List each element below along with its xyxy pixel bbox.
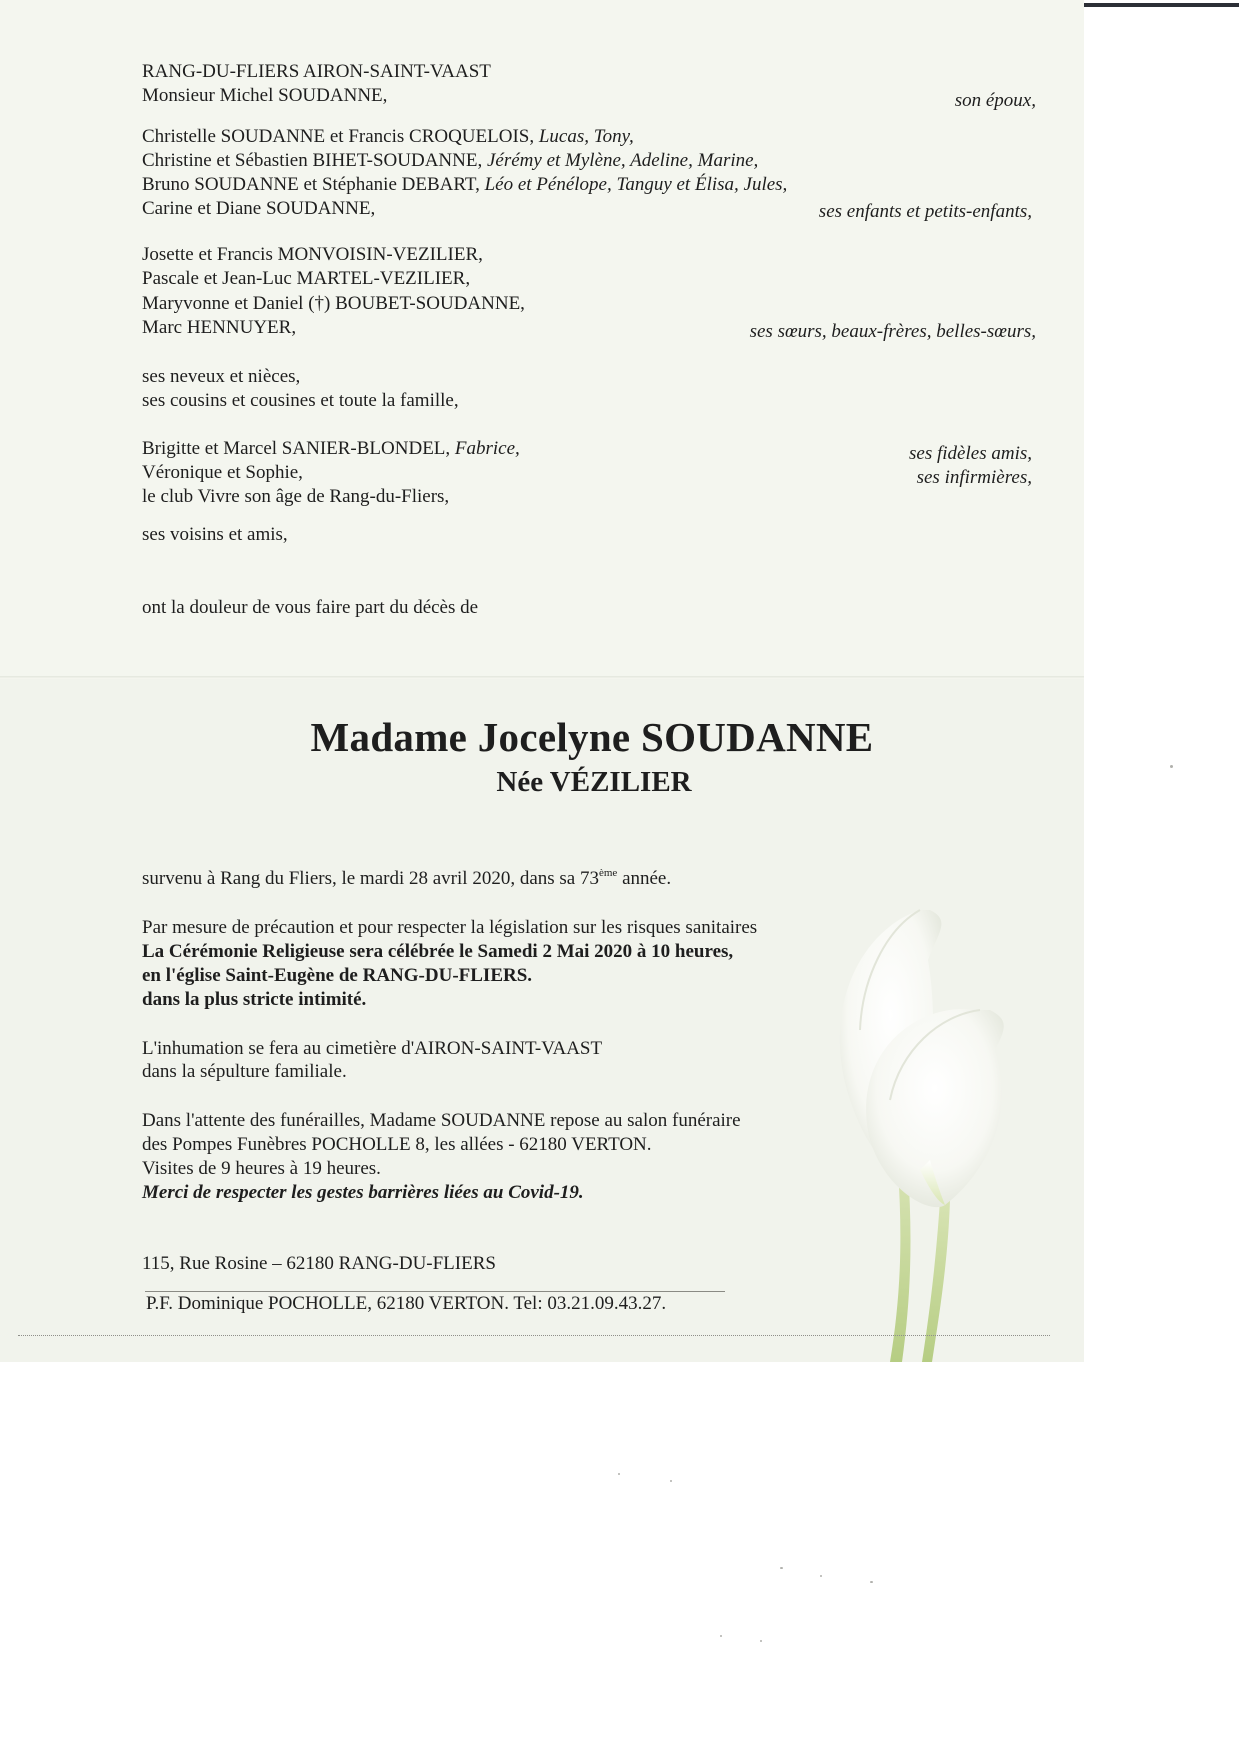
grandchildren-names: Jérémy et Mylène, Adeline, Marine, xyxy=(486,150,759,171)
grandchildren-names: Léo et Pénélope, Tanguy et Élisa, Jules, xyxy=(484,174,788,195)
calla-lily-icon xyxy=(790,870,1060,1362)
place-header: RANG-DU-FLIERS AIRON-SAINT-VAAST xyxy=(142,61,491,82)
burial-line-2: dans la sépulture familiale. xyxy=(142,1061,347,1082)
husband-name: Monsieur Michel SOUDANNE, xyxy=(142,85,388,106)
funeral-home-line: P.F. Dominique POCHOLLE, 62180 VERTON. Tel: 03.21.09.43.27. xyxy=(146,1293,667,1314)
deceased-name: Madame Jocelyne SOUDANNE xyxy=(310,714,874,760)
child-line-2 xyxy=(142,149,758,172)
child-line-3 xyxy=(142,173,787,196)
scan-speck xyxy=(720,1635,722,1637)
sibling-line-3: Maryvonne et Daniel (†) BOUBET-SOUDANNE, xyxy=(142,293,525,314)
neighbors-line: ses voisins et amis, xyxy=(142,524,288,545)
scan-edge-line xyxy=(1084,3,1239,7)
extended-line-1: ses neveux et nièces, xyxy=(142,366,301,387)
maiden-name: Née VÉZILIER xyxy=(496,766,692,798)
ceremony-line-2: en l'église Saint-Eugène de RANG-DU-FLIERS. xyxy=(142,965,533,986)
burial-line-1: L'inhumation se fera au cimetière d'AIRON-SAINT-VAAST xyxy=(142,1038,603,1059)
announcement-line: ont la douleur de vous faire part du décès de xyxy=(142,597,479,618)
friends-relation: ses fidèles amis, xyxy=(909,443,1032,464)
scan-speck xyxy=(780,1567,783,1569)
friends-line-1 xyxy=(142,437,520,460)
ceremony-line-1: La Cérémonie Religieuse sera célébrée le Samedi 2 Mai 2020 à 10 heures, xyxy=(142,941,734,962)
extended-line-2: ses cousins et cousines et toute la famille, xyxy=(142,390,459,411)
covid-note: Merci de respecter les gestes barrières liées au Covid-19. xyxy=(142,1182,584,1203)
friends-child-name: Fabrice, xyxy=(454,438,520,459)
funeral-home-rule xyxy=(145,1291,725,1292)
death-text-end: année. xyxy=(617,868,672,889)
sibling-line-2: Pascale et Jean-Luc MARTEL-VEZILIER, xyxy=(142,268,471,289)
scan-speck xyxy=(1170,765,1173,768)
scan-speck xyxy=(670,1480,672,1482)
ordinal-suffix: ème xyxy=(598,867,618,879)
death-text: survenu à Rang du Fliers, le mardi 28 avril 2020, dans sa 73 xyxy=(142,868,599,889)
address-line: 115, Rue Rosine – 62180 RANG-DU-FLIERS xyxy=(142,1253,496,1274)
rest-line-3: Visites de 9 heures à 19 heures. xyxy=(142,1158,381,1179)
friends-line-3: le club Vivre son âge de Rang-du-Fliers, xyxy=(142,486,450,507)
death-statement xyxy=(142,867,671,890)
nurses-relation: ses infirmières, xyxy=(916,467,1032,488)
rest-line-1: Dans l'attente des funérailles, Madame SOUDANNE repose au salon funéraire xyxy=(142,1110,741,1131)
friends-line-2: Véronique et Sophie, xyxy=(142,462,303,483)
siblings-relation: ses sœurs, beaux-frères, belles-sœurs, xyxy=(749,321,1036,342)
children-relation: ses enfants et petits-enfants, xyxy=(818,201,1032,222)
bottom-dotted-rule xyxy=(18,1335,1050,1336)
child-line-1 xyxy=(142,125,634,148)
child-names: Bruno SOUDANNE et Stéphanie DEBART, xyxy=(142,174,485,195)
friends-names: Brigitte et Marcel SANIER-BLONDEL, xyxy=(142,438,455,459)
precaution-line: Par mesure de précaution et pour respecter la législation sur les risques sanitaires xyxy=(142,917,758,938)
scan-speck xyxy=(760,1640,762,1642)
grandchildren-names: Lucas, Tony, xyxy=(538,126,634,147)
scan-speck xyxy=(870,1581,873,1583)
child-line-4 xyxy=(142,197,375,220)
ceremony-line-3: dans la plus stricte intimité. xyxy=(142,989,367,1010)
child-names: Christine et Sébastien BIHET-SOUDANNE, xyxy=(142,150,487,171)
husband-relation: son époux, xyxy=(954,90,1036,111)
sibling-line-1: Josette et Francis MONVOISIN-VEZILIER, xyxy=(142,244,483,265)
scan-speck xyxy=(618,1473,620,1475)
child-names: Carine et Diane SOUDANNE, xyxy=(142,198,376,219)
scan-speck xyxy=(820,1575,822,1577)
sibling-line-4: Marc HENNUYER, xyxy=(142,317,297,338)
card-fold xyxy=(0,676,1084,679)
child-names: Christelle SOUDANNE et Francis CROQUELOIS, xyxy=(142,126,539,147)
rest-line-2: des Pompes Funèbres POCHOLLE 8, les allées - 62180 VERTON. xyxy=(142,1134,652,1155)
